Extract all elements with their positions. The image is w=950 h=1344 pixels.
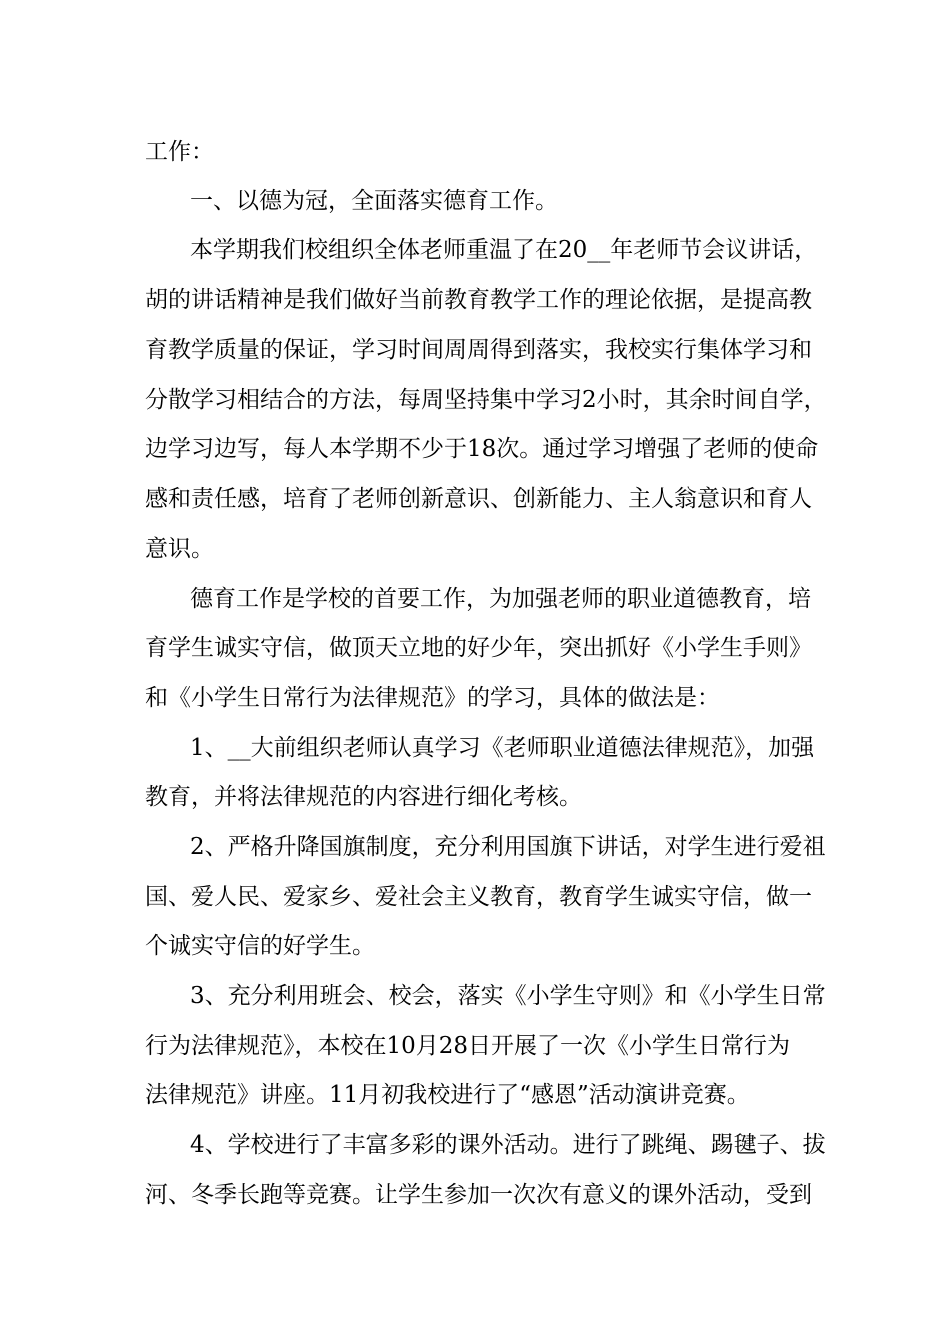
text-line: 边学习边写，每人本学期不少于18次。通过学习增强了老师的使命 [145, 436, 819, 462]
text-line: 工作： [145, 139, 214, 165]
text-line: 胡的讲话精神是我们做好当前教育教学工作的理论依据，是提高教 [145, 287, 812, 313]
list-item: 4、学校进行了丰富多彩的课外活动。进行了跳绳、踢毽子、拔 [190, 1132, 826, 1158]
text-line: 育学生诚实守信，做顶天立地的好少年，突出抓好《小学生手则》 [145, 635, 812, 661]
text-line: 育教学质量的保证，学习时间周周得到落实，我校实行集体学习和 [145, 337, 812, 363]
list-item: 2、严格升降国旗制度，充分利用国旗下讲话，对学生进行爱祖 [190, 834, 826, 860]
text-line: 个诚实守信的好学生。 [145, 933, 375, 959]
section-heading: 一、以德为冠，全面落实德育工作。 [190, 188, 558, 214]
text-line: 河、冬季长跑等竞赛。让学生参加一次次有意义的课外活动，受到 [145, 1182, 812, 1208]
text-line: 本学期我们校组织全体老师重温了在20__年老师节会议讲话， [190, 237, 818, 263]
text-line: 法律规范》讲座。11月初我校进行了“感恩”活动演讲竞赛。 [145, 1082, 750, 1108]
list-item: 1、__大前组织老师认真学习《老师职业道德法律规范》，加强 [190, 735, 815, 761]
text-line: 德育工作是学校的首要工作，为加强老师的职业道德教育，培 [190, 586, 811, 612]
text-line: 意识。 [145, 536, 214, 562]
list-item: 3、充分利用班会、校会，落实《小学生守则》和《小学生日常 [190, 983, 826, 1009]
text-line: 分散学习相结合的方法，每周坚持集中学习2小时，其余时间自学， [145, 387, 827, 413]
text-line: 国、爱人民、爱家乡、爱社会主义教育，教育学生诚实守信，做一 [145, 884, 812, 910]
text-line: 教育，并将法律规范的内容进行细化考核。 [145, 784, 582, 810]
text-line: 和《小学生日常行为法律规范》的学习，具体的做法是： [145, 685, 720, 711]
text-line: 行为法律规范》，本校在10月28日开展了一次《小学生日常行为 [145, 1033, 791, 1059]
text-line: 感和责任感，培育了老师创新意识、创新能力、主人翁意识和育人 [145, 486, 812, 512]
